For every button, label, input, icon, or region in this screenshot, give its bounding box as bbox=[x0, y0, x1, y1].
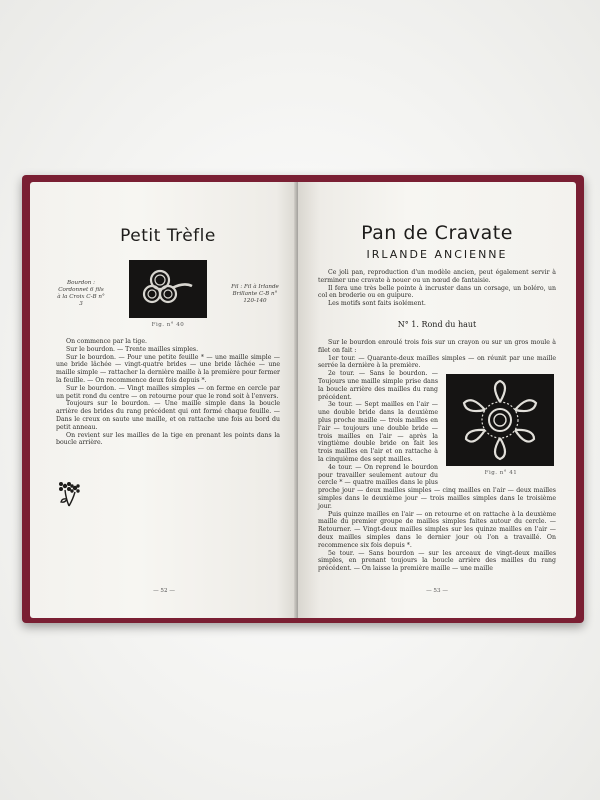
figure-caption: Fig. n° 40 bbox=[151, 322, 185, 328]
right-page-number: — 53 — bbox=[426, 588, 448, 594]
flower-ornament-icon bbox=[56, 479, 84, 509]
paragraph: Il fera une très belle pointe à incruster dans un corsage, un boléro, un col en broderie ou en guipure. bbox=[318, 284, 556, 300]
paragraph: Les motifs sont faits isolément. bbox=[328, 300, 426, 308]
paragraph: 5e tour. — Sans bourdon — sur les arceaux de vingt-deux mailles simples, en prenant toujours la boucle arrière des mailles du rang précédent. — On laisse la première maille — une maille bbox=[318, 549, 556, 573]
paragraph: Sur le bourdon enroulé trois fois sur un crayon ou sur un gros moule à filet on fait : bbox=[318, 338, 556, 354]
paragraph: 4e tour. — On reprend le bourdon pour travailler seulement autour du cercle * — quatre mailles dans le plus proche jour — deux mailles simples — cinq mailles en l'air — deux mailles simples dans le deuxième jour — trois mailles simples dans le troisième jour. bbox=[318, 463, 556, 510]
paragraph: 1er tour. — Quarante-deux mailles simples — on réunit par une maille serrée la dernière à la première. bbox=[318, 354, 556, 370]
trefoil-figure bbox=[129, 260, 207, 318]
paragraph: Sur le bourdon. — Pour une petite feuille * — une maille simple — une bride lâchée — vingt-quatre brides — une bride lâchée — une maille simple — rattacher la dernière maille à la première pour fermer la feuille. — On recommence deux fois depuis *. bbox=[56, 353, 280, 384]
right-page-subtitle: IRLANDE ANCIENNE bbox=[366, 248, 508, 261]
left-body-text bbox=[56, 338, 280, 447]
section-heading: N° 1. Rond du haut bbox=[397, 319, 477, 329]
right-page bbox=[298, 182, 576, 618]
paragraph: Sur le bourdon. — Trente mailles simples. bbox=[66, 345, 199, 353]
paragraph: 3e tour. — Sept mailles en l'air — une double bride dans la deuxième plus proche maille — trois mailles en l'air — toujours une double bride — trois mailles en l'air — après la vingtième double bride on fait les trois mailles en l'air et on rattache à la cinquième des sept mailles. bbox=[318, 401, 438, 463]
rosette-figure-image bbox=[446, 374, 554, 466]
paragraph: Puis quinze mailles en l'air — on retourne et on rattache à la deuxième maille du premier groupe de mailles simples faites autour du cercle. — Retourner. — Vingt-deux mailles simples sur les quinze mailles en l'air — deux mailles simples dans le dernier jour où l'on a travaillé. On recommence six fois depuis *. bbox=[318, 510, 556, 549]
right-body-text bbox=[318, 339, 556, 573]
trefoil-lace-icon bbox=[138, 264, 198, 314]
right-page-title: Pan de Cravate bbox=[361, 222, 513, 244]
paragraph: Ce joli pan, reproduction d'un modèle ancien, peut également servir à terminer une cravate à nouer ou un nœud de fantaisie. bbox=[318, 269, 556, 284]
left-page-number: — 52 — bbox=[153, 588, 175, 594]
paragraph: 2e tour. — Sans le bourdon. — Toujours une maille simple prise dans la boucle arrière des mailles du rang précédent. bbox=[318, 370, 438, 401]
rosette-figure-caption: Fig. n° 41 bbox=[484, 470, 518, 477]
paragraph: Sur le bourdon. — Vingt mailles simples — on ferme en cercle par un petit rond du centre — on retourne pour que le rond soit à l'envers. bbox=[56, 384, 280, 400]
paragraph: Toujours sur le bourdon. — Une maille simple dans la boucle arrière des brides du rang précédent qui ont formé chaque feuille. — Dans le creux on saute une maille, et on rattache une fois au bord du petit anneau. bbox=[56, 400, 280, 431]
figure-row bbox=[56, 260, 280, 328]
fil-label: Fil : Fil à Irlande Brillante C-B n° 120-140 bbox=[231, 283, 279, 304]
right-intro-text bbox=[318, 269, 556, 308]
left-page-title: Petit Trèfle bbox=[120, 226, 216, 246]
rosette-figure bbox=[446, 374, 556, 478]
paragraph: On commence par la tige. bbox=[66, 338, 147, 345]
left-page bbox=[30, 182, 298, 618]
paragraph: On revient sur les mailles de la tige en prenant les points dans la boucle arrière. bbox=[56, 431, 280, 447]
rosette-lace-icon bbox=[454, 377, 546, 463]
bourdon-label: Bourdon : Cordonnet 6 fils à la Croix C-B n° 3 bbox=[57, 280, 105, 307]
